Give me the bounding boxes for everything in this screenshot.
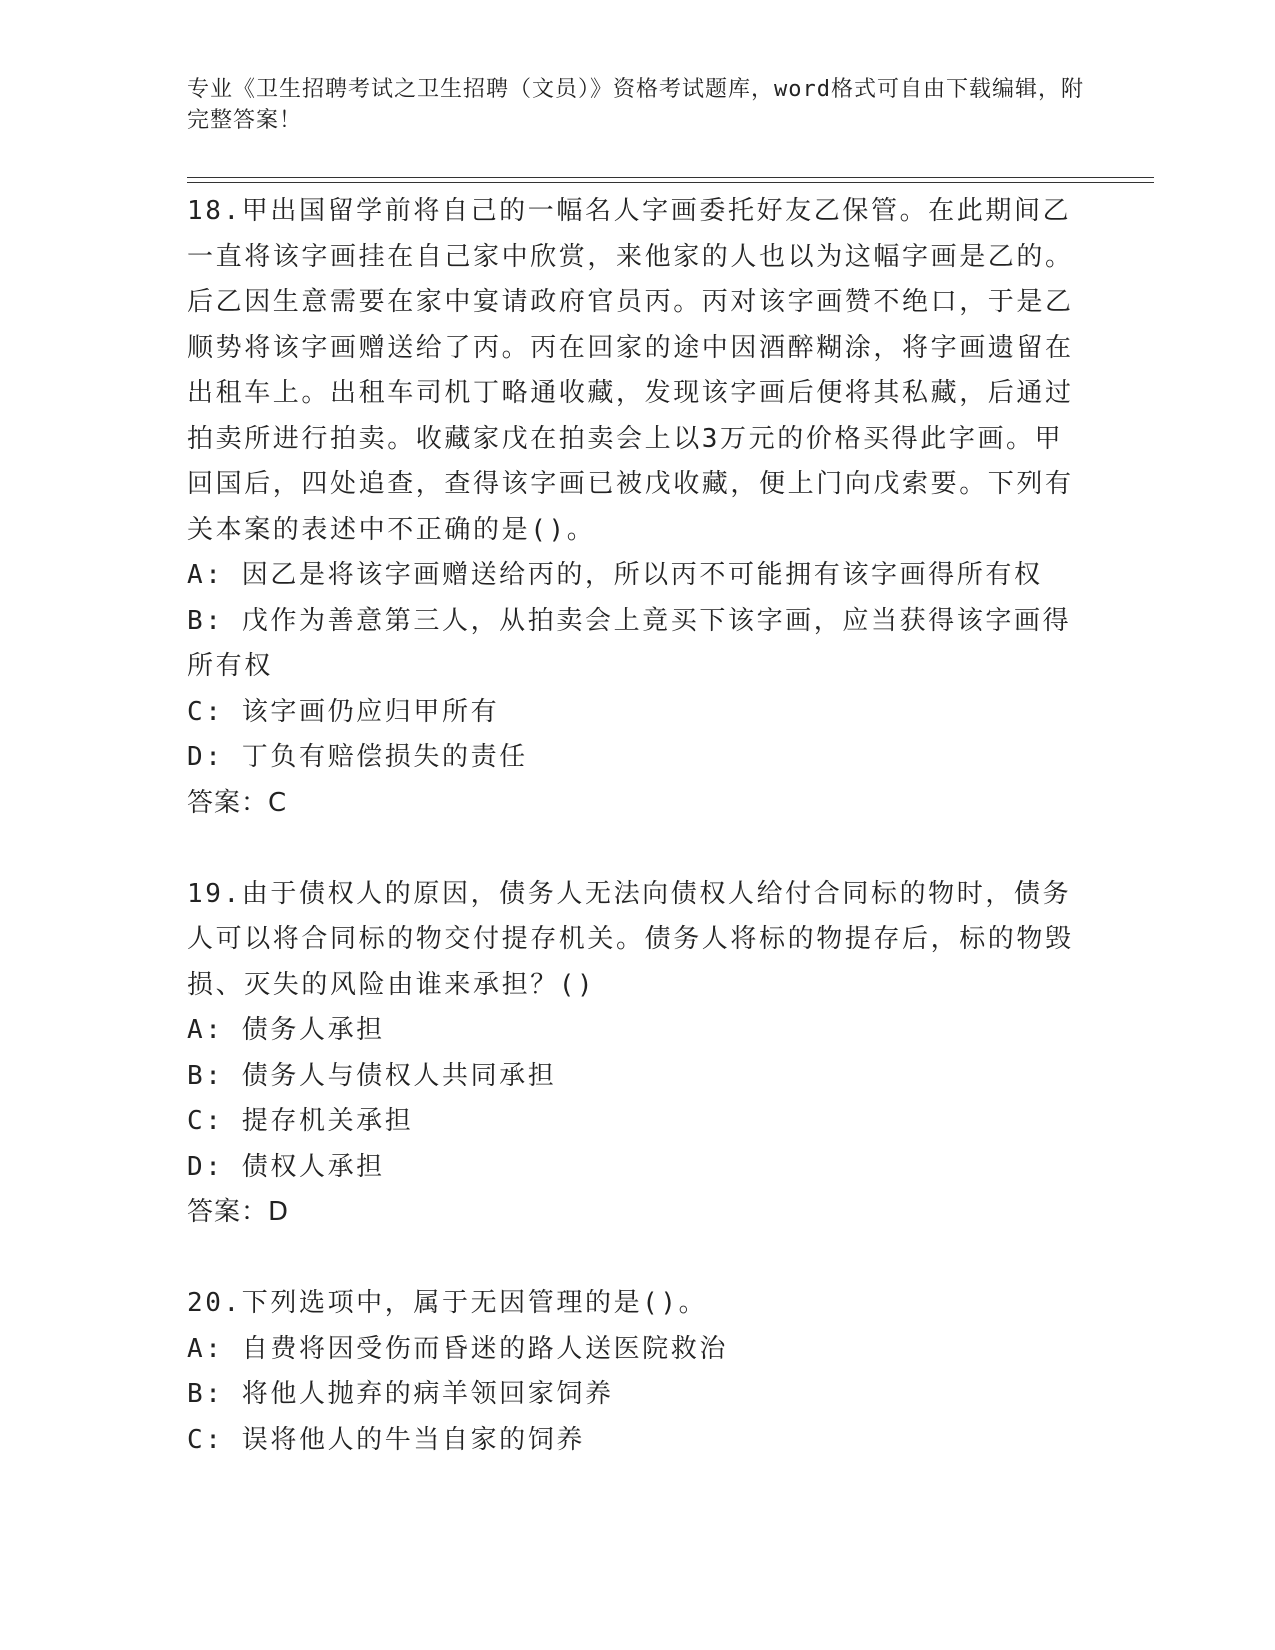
option-b (187, 599, 1087, 690)
option-b (187, 1372, 1087, 1418)
question-stem (187, 189, 1087, 553)
question-stem (187, 1281, 1087, 1327)
header-rule-bottom (187, 182, 1154, 183)
question-text: 甲出国留学前将自己的一幅名人字画委托好友乙保管。在此期间乙一直将该字画挂在自己家中欣赏，来他家的人也以为这幅字画是乙的。后乙因生意需要在家中宴请政府官员丙。丙对该字画赞不绝口，于是乙顺势将该字画赠送给了丙。丙在回家的途中因酒醉糊涂，将字画遗留在出租车上。出租车司机丁略通收藏，发现该字画后便将其私藏，后通过拍卖所进行拍卖。收藏家戊在拍卖会上以3万元的价格买得此字画。甲回国后，四处追查，查得该字画已被戊收藏，便上门向戊索要。下列有关本案的表述中不正确的是()。 (187, 196, 1074, 545)
option-text: 因乙是将该字画赠送给丙的，所以丙不可能拥有该字画得所有权 (241, 560, 1043, 590)
option-label: D: (187, 1151, 242, 1182)
question-list (187, 189, 1087, 1463)
option-text: 戊作为善意第三人，从拍卖会上竟买下该字画，应当获得该字画得所有权 (187, 605, 1072, 681)
option-label: A: (187, 1333, 242, 1364)
option-text: 债务人与债权人共同承担 (241, 1060, 557, 1091)
option-label: B: (187, 1379, 242, 1409)
option-text: 误将他人的牛当自家的饲养 (241, 1424, 585, 1455)
option-text: 自费将因受伤而昏迷的路人送医院救治 (241, 1333, 728, 1364)
option-c (187, 1418, 1087, 1464)
question-text: 由于债权人的原因，债务人无法向债权人给付合同标的物时，债务人可以将合同标的物交付提存机关。债务人将标的物提存后，标的物毁损、灭失的风险由谁来承担？() (187, 878, 1074, 1000)
question-20 (187, 1281, 1087, 1463)
option-text: 债权人承担 (241, 1151, 385, 1182)
option-d (187, 735, 1087, 781)
question-19 (187, 872, 1087, 1236)
answer: 答案：D (187, 1197, 290, 1227)
question-stem (187, 872, 1087, 1009)
option-label: B: (187, 605, 242, 636)
question-18 (187, 189, 1087, 826)
option-text: 提存机关承担 (241, 1106, 414, 1136)
document-header (187, 74, 1087, 136)
header-text: 专业《卫生招聘考试之卫生招聘（文员）》资格考试题库，word格式可自由下载编辑，附完整答案！ (187, 77, 1084, 133)
option-label: C: (187, 1424, 242, 1455)
option-label: A: (187, 560, 242, 590)
question-number: 20. (187, 1288, 242, 1318)
option-text: 该字画仍应归甲所有 (241, 696, 500, 727)
header-rule-top (187, 177, 1154, 178)
option-c (187, 1099, 1087, 1145)
option-a (187, 553, 1087, 599)
question-text: 下列选项中，属于无因管理的是()。 (241, 1288, 708, 1318)
option-label: B: (187, 1060, 242, 1091)
option-label: C: (187, 1106, 242, 1136)
option-a (187, 1327, 1087, 1373)
question-number: 19. (187, 878, 242, 909)
option-label: C: (187, 696, 242, 727)
option-a (187, 1008, 1087, 1054)
option-text: 丁负有赔偿损失的责任 (241, 742, 528, 772)
answer: 答案：C (187, 787, 288, 818)
option-b (187, 1054, 1087, 1100)
option-d (187, 1145, 1087, 1191)
option-text: 将他人抛弃的病羊领回家饲养 (241, 1379, 614, 1409)
option-c (187, 690, 1087, 736)
option-text: 债务人承担 (241, 1015, 385, 1045)
option-label: A: (187, 1015, 242, 1045)
question-number: 18. (187, 196, 242, 226)
option-label: D: (187, 742, 242, 772)
